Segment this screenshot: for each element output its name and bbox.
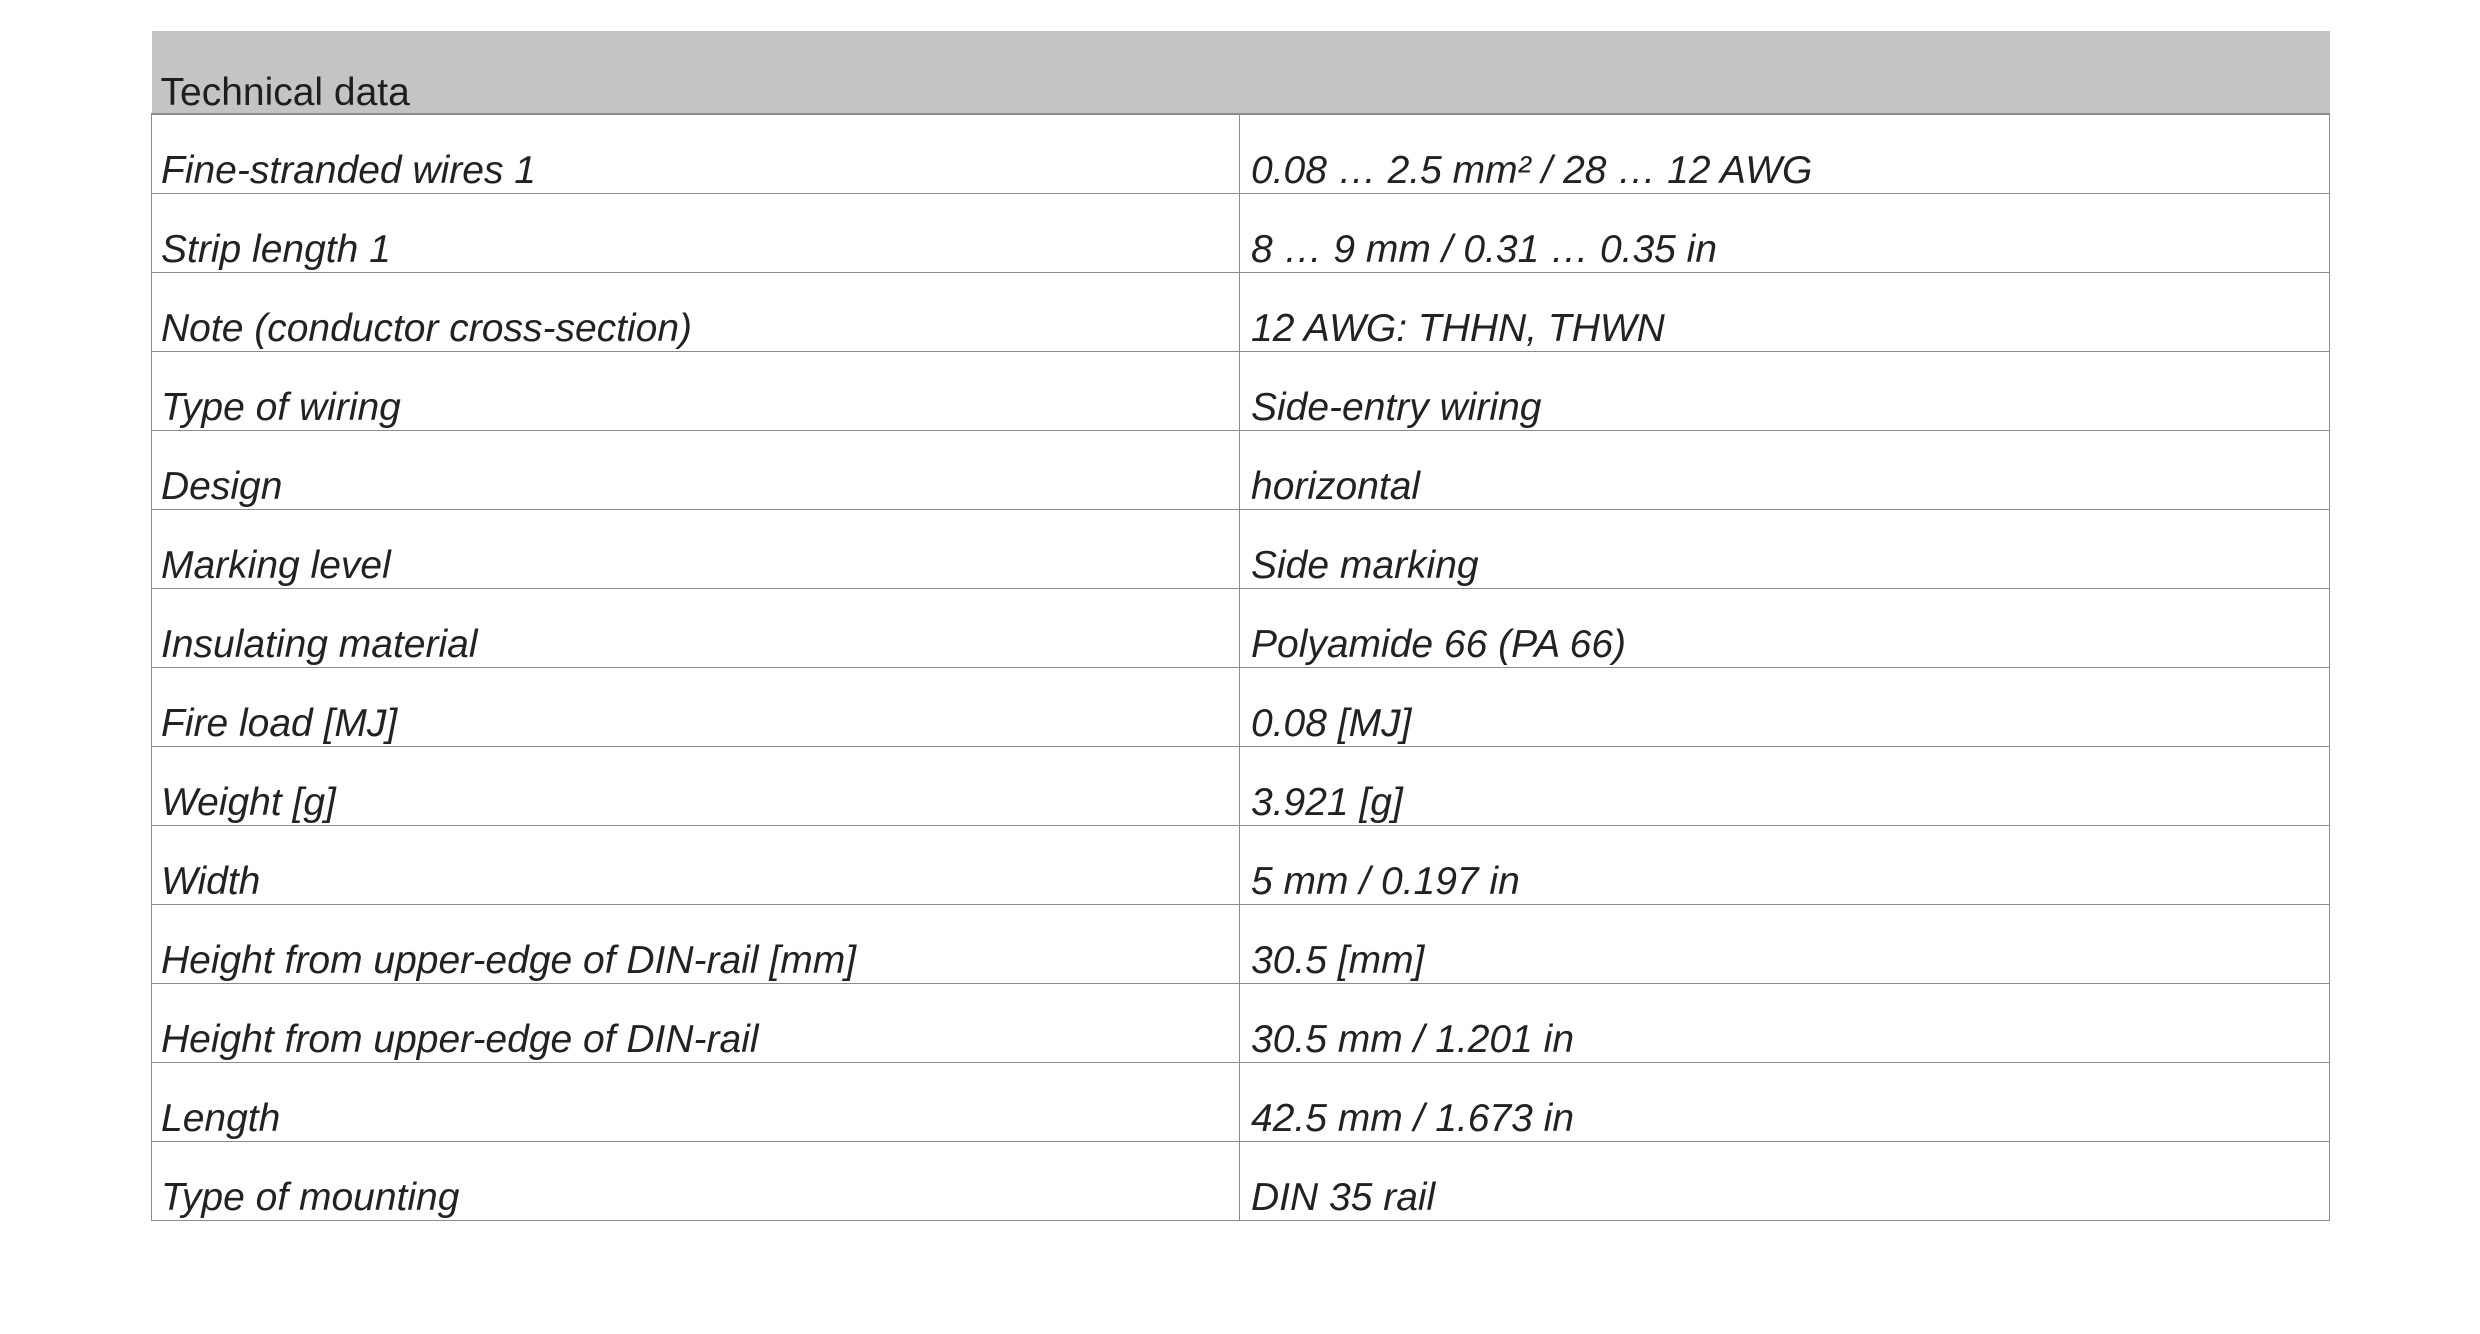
table-row	[152, 430, 2330, 509]
table-body	[152, 114, 2330, 1220]
row-label: Strip length 1	[152, 193, 1240, 272]
row-label: Fine-stranded wires 1	[152, 114, 1240, 193]
table-row	[152, 983, 2330, 1062]
table-row	[152, 1141, 2330, 1220]
row-label: Design	[152, 430, 1240, 509]
table-row	[152, 825, 2330, 904]
row-label: Weight [g]	[152, 746, 1240, 825]
row-value: 30.5 mm / 1.201 in	[1240, 983, 2330, 1062]
table-row	[152, 351, 2330, 430]
row-label: Type of wiring	[152, 351, 1240, 430]
row-value: DIN 35 rail	[1240, 1141, 2330, 1220]
row-label: Insulating material	[152, 588, 1240, 667]
table-row	[152, 588, 2330, 667]
section-title: Technical data	[152, 31, 2330, 114]
table-row	[152, 272, 2330, 351]
table-row	[152, 193, 2330, 272]
table-row	[152, 667, 2330, 746]
row-label: Marking level	[152, 509, 1240, 588]
row-value: 0.08 [MJ]	[1240, 667, 2330, 746]
table-row	[152, 746, 2330, 825]
row-label: Width	[152, 825, 1240, 904]
table-header-row	[152, 31, 2330, 114]
row-value: 0.08 … 2.5 mm² / 28 … 12 AWG	[1240, 114, 2330, 193]
row-value: Polyamide 66 (PA 66)	[1240, 588, 2330, 667]
table-row	[152, 1062, 2330, 1141]
row-label: Height from upper-edge of DIN-rail [mm]	[152, 904, 1240, 983]
row-value: Side-entry wiring	[1240, 351, 2330, 430]
row-value: Side marking	[1240, 509, 2330, 588]
row-value: horizontal	[1240, 430, 2330, 509]
row-label: Height from upper-edge of DIN-rail	[152, 983, 1240, 1062]
technical-data-table	[151, 31, 2330, 1221]
row-value: 12 AWG: THHN, THWN	[1240, 272, 2330, 351]
row-value: 42.5 mm / 1.673 in	[1240, 1062, 2330, 1141]
row-label: Note (conductor cross-section)	[152, 272, 1240, 351]
table-row	[152, 114, 2330, 193]
row-value: 30.5 [mm]	[1240, 904, 2330, 983]
table-row	[152, 509, 2330, 588]
row-value: 5 mm / 0.197 in	[1240, 825, 2330, 904]
row-label: Fire load [MJ]	[152, 667, 1240, 746]
row-value: 3.921 [g]	[1240, 746, 2330, 825]
row-label: Length	[152, 1062, 1240, 1141]
row-label: Type of mounting	[152, 1141, 1240, 1220]
row-value: 8 … 9 mm / 0.31 … 0.35 in	[1240, 193, 2330, 272]
table-row	[152, 904, 2330, 983]
